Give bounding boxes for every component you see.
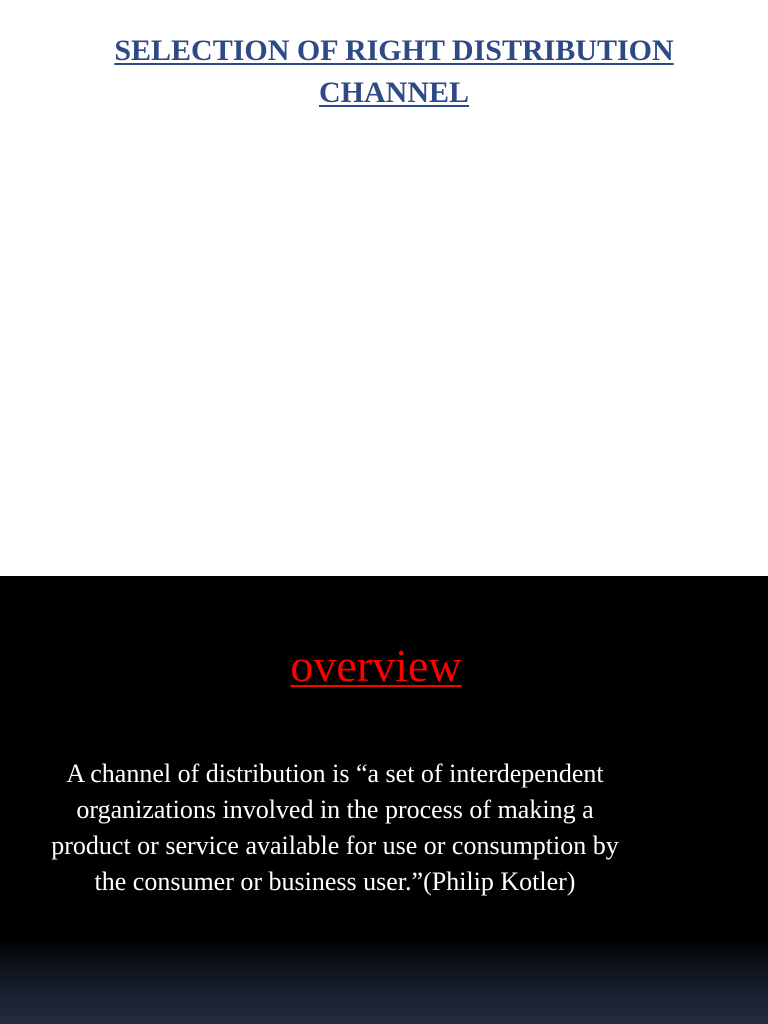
overview-slide	[0, 576, 768, 1024]
slide-title: SELECTION OF RIGHT DISTRIBUTION CHANNEL	[114, 34, 674, 109]
definition-text: A channel of distribution is “a set of interdependent organizations involved in the process of making a product or service available for use or consumption by the consumer or business user.”(Philip Kotler)	[51, 759, 619, 896]
overview-heading: overview	[290, 640, 462, 691]
